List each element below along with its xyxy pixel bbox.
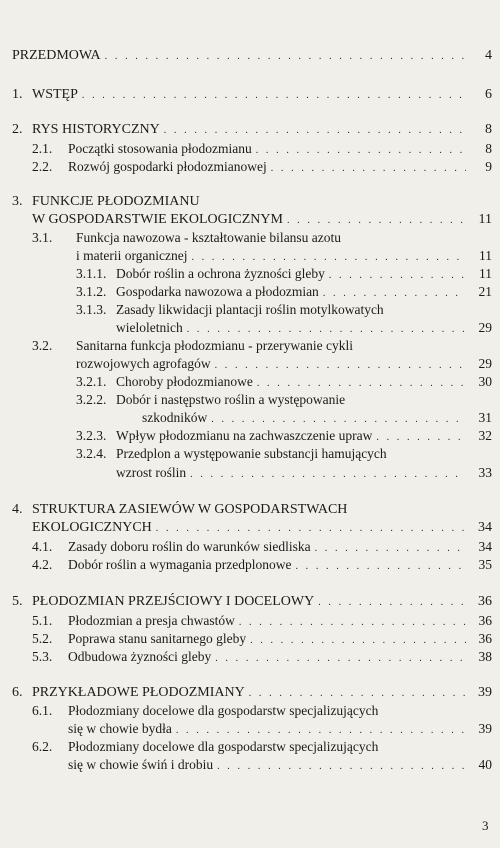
toc-page-number: 39: [478, 685, 492, 700]
toc-page-number: 31: [478, 410, 492, 425]
toc-entry-preface[interactable]: [12, 48, 492, 65]
toc-page-number: 4: [485, 48, 492, 63]
toc-entry-2-2[interactable]: [32, 159, 492, 177]
toc-number: 4.1.: [32, 539, 53, 554]
toc-title: wieloletnich: [116, 320, 183, 335]
toc-entry-3-2-line2[interactable]: [76, 356, 492, 374]
dot-leader: [211, 412, 466, 428]
toc-page-number: 36: [478, 631, 492, 646]
toc-entry-3-2-line1[interactable]: [32, 338, 353, 354]
toc-title: się w chowie świń i drobiu: [68, 757, 214, 772]
toc-number: 5.1.: [32, 613, 53, 628]
page-folio: 3: [482, 818, 489, 833]
dot-leader: [318, 595, 466, 611]
toc-page-number: 36: [478, 613, 492, 628]
dot-leader: [329, 268, 466, 284]
toc-title: Początki stosowania płodozmianu: [68, 141, 252, 156]
toc-entry-5-2[interactable]: [32, 631, 492, 649]
toc-title: Przedplon a występowanie substancji hamujących: [116, 446, 387, 461]
toc-title: Dobór i następstwo roślin a występowanie: [116, 392, 346, 407]
toc-page-number: 8: [485, 122, 492, 137]
toc-entry-3-2-1[interactable]: [76, 374, 492, 392]
dot-leader: [376, 430, 466, 446]
toc-page-number: 29: [478, 320, 492, 335]
toc-title: Odbudowa żyzności gleby: [68, 649, 212, 664]
toc-page-number: 29: [478, 356, 492, 371]
toc-title: EKOLOGICZNYCH: [32, 520, 152, 535]
toc-page-number: 38: [478, 649, 492, 664]
toc-page-number: 30: [478, 374, 492, 389]
toc-entry-6-1-line1[interactable]: [32, 703, 378, 719]
toc-number: 3.2.4.: [76, 446, 107, 461]
toc-number: 5.2.: [32, 631, 53, 646]
dot-leader: [164, 123, 466, 139]
toc-entry-ch2[interactable]: [12, 122, 492, 139]
toc-title: Dobór roślin a ochrona żyzności gleby: [116, 266, 325, 281]
toc-title: Choroby płodozmianowe: [116, 374, 253, 389]
toc-page-number: 6: [485, 87, 492, 102]
toc-entry-3-2-2-line1[interactable]: [76, 392, 345, 408]
toc-number: 3.1.3.: [76, 302, 107, 317]
toc-page-number: 32: [478, 428, 492, 443]
toc-title: PRZEDMOWA: [12, 48, 101, 63]
toc-entry-ch4-line2[interactable]: [32, 520, 492, 537]
toc-title: Płodozmiany docelowe dla gospodarstw specjalizujących: [68, 703, 379, 718]
toc-entry-3-1-line1[interactable]: [32, 230, 341, 246]
toc-title: Sanitarna funkcja płodozmianu - przerywanie cykli: [76, 338, 354, 353]
toc-title: W GOSPODARSTWIE EKOLOGICZNYM: [32, 212, 283, 227]
toc-entry-6-1-line2[interactable]: [68, 721, 492, 739]
toc-title: RYS HISTORYCZNY: [32, 122, 160, 137]
toc-page-number: 9: [485, 159, 492, 174]
toc-entry-intro[interactable]: [12, 87, 492, 104]
toc-page-number: 21: [478, 284, 492, 299]
toc-title: Płodozmian a presja chwastów: [68, 613, 235, 628]
toc-title: Poprawa stanu sanitarnego gleby: [68, 631, 247, 646]
toc-number: 3.1.: [32, 230, 53, 245]
toc-title: Zasady likwidacji plantacji roślin motylkowatych: [116, 302, 384, 317]
toc-title: Wpływ płodozmianu na zachwaszczenie upraw: [116, 428, 373, 443]
toc-title: się w chowie bydła: [68, 721, 172, 736]
toc-entry-5-1[interactable]: [32, 613, 492, 631]
toc-number: 5.3.: [32, 649, 53, 664]
dot-leader: [256, 143, 466, 159]
dot-leader: [191, 250, 466, 266]
toc-title: FUNKCJE PŁODOZMIANU: [32, 194, 200, 209]
toc-page-number: 35: [478, 557, 492, 572]
dot-leader: [105, 49, 466, 65]
toc-number: 2.: [12, 122, 23, 137]
dot-leader: [217, 759, 466, 775]
dot-leader: [82, 88, 466, 104]
dot-leader: [287, 213, 466, 229]
toc-number: 5.: [12, 594, 23, 609]
toc-title: Funkcja nawozowa - kształtowanie bilansu azotu: [76, 230, 342, 245]
toc-title: Dobór roślin a wymagania przedplonowe: [68, 557, 292, 572]
toc-title: PŁODOZMIAN PRZEJŚCIOWY I DOCELOWY: [32, 594, 315, 609]
toc-number: 2.2.: [32, 159, 53, 174]
toc-number: 3.2.3.: [76, 428, 107, 443]
toc-entry-4-1[interactable]: [32, 539, 492, 557]
toc-entry-3-1-3-line2[interactable]: [116, 320, 492, 338]
toc-entry-ch3-line1[interactable]: [12, 194, 200, 210]
toc-title: Zasady doboru roślin do warunków siedliska: [68, 539, 311, 554]
toc-page-number: 11: [479, 248, 492, 263]
toc-entry-2-1[interactable]: [32, 141, 492, 159]
toc-page-number: 11: [478, 212, 492, 227]
dot-leader: [215, 651, 466, 667]
toc-page-number: 8: [485, 141, 492, 156]
toc-number: 6.: [12, 685, 23, 700]
toc-entry-ch3-line2[interactable]: [32, 212, 492, 229]
toc-number: 6.1.: [32, 703, 53, 718]
toc-entry-3-1-2[interactable]: [76, 284, 492, 302]
toc-number: 3.2.1.: [76, 374, 107, 389]
toc-entry-3-1-1[interactable]: [76, 266, 492, 284]
dot-leader: [271, 161, 466, 177]
toc-page-number: 39: [478, 721, 492, 736]
toc-number: 4.: [12, 502, 23, 517]
toc-entry-3-2-4-line1[interactable]: [76, 446, 387, 462]
toc-page-number: 11: [479, 266, 492, 281]
toc-entry-4-2[interactable]: [32, 557, 492, 575]
toc-title: Płodozmiany docelowe dla gospodarstw specjalizujących: [68, 739, 379, 754]
dot-leader: [257, 376, 466, 392]
toc-number: 3.1.2.: [76, 284, 107, 299]
toc-page-number: 40: [478, 757, 492, 772]
toc-page-number: 36: [478, 594, 492, 609]
dot-leader: [295, 559, 466, 575]
toc-page-number: 34: [478, 539, 492, 554]
toc-title: wzrost roślin: [116, 465, 187, 480]
toc-entry-3-1-3-line1[interactable]: [76, 302, 384, 318]
dot-leader: [187, 322, 466, 338]
toc-title: STRUKTURA ZASIEWÓW W GOSPODARSTWACH: [32, 502, 348, 517]
toc-number: 3.: [12, 194, 23, 209]
toc-entry-3-2-2-line2[interactable]: [142, 410, 492, 428]
toc-title: WSTĘP: [32, 87, 78, 102]
dot-leader: [156, 521, 466, 537]
toc-number: 2.1.: [32, 141, 53, 156]
toc-number: 3.2.: [32, 338, 53, 353]
toc-number: 4.2.: [32, 557, 53, 572]
dot-leader: [249, 686, 466, 702]
toc-page-number: 33: [478, 465, 492, 480]
toc-title: PRZYKŁADOWE PŁODOZMIANY: [32, 685, 245, 700]
toc-page-number: 34: [478, 520, 492, 535]
dot-leader: [250, 633, 466, 649]
toc-number: 6.2.: [32, 739, 53, 754]
toc-number: 1.: [12, 87, 23, 102]
toc-entry-3-1-line2[interactable]: [76, 248, 492, 266]
dot-leader: [215, 358, 466, 374]
toc-title: Gospodarka nawozowa a płodozmian: [116, 284, 319, 299]
dot-leader: [239, 615, 466, 631]
toc-entry-5-3[interactable]: [32, 649, 492, 667]
toc-title: Rozwój gospodarki płodozmianowej: [68, 159, 267, 174]
toc-title: szkodników: [142, 410, 208, 425]
toc-entry-3-2-3[interactable]: [76, 428, 492, 446]
toc-title: rozwojowych agrofagów: [76, 356, 211, 371]
dot-leader: [323, 286, 466, 302]
toc-entry-6-2-line1[interactable]: [32, 739, 378, 755]
dot-leader: [315, 541, 466, 557]
toc-title: i materii organicznej: [76, 248, 188, 263]
toc-entry-3-2-4-line2[interactable]: [116, 465, 492, 483]
dot-leader: [176, 723, 466, 739]
toc-entry-ch5[interactable]: [12, 594, 492, 611]
toc-entry-ch6[interactable]: [12, 685, 492, 702]
toc-number: 3.2.2.: [76, 392, 107, 407]
dot-leader: [190, 467, 466, 483]
toc-entry-6-2-line2[interactable]: [68, 757, 492, 775]
toc-number: 3.1.1.: [76, 266, 107, 281]
toc-entry-ch4-line1[interactable]: [12, 502, 347, 518]
